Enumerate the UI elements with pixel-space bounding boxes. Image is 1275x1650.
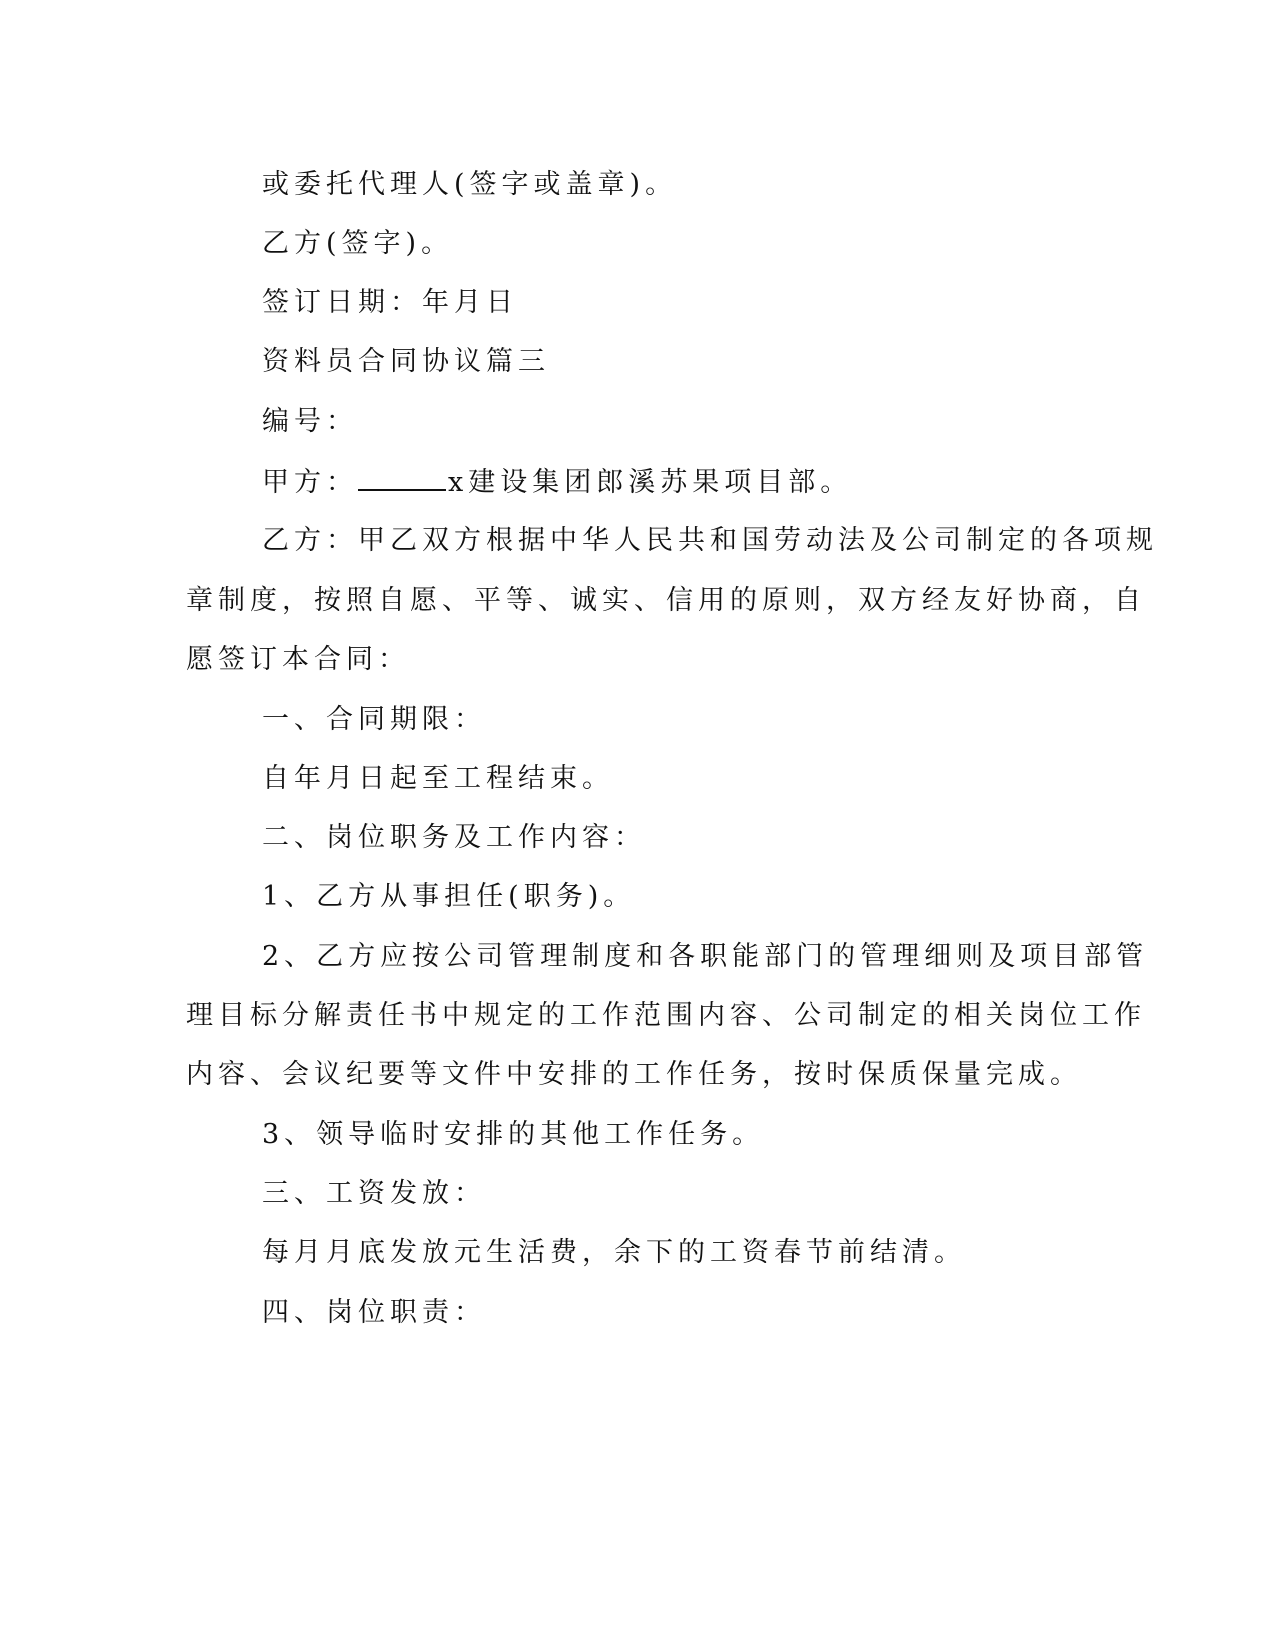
party-a-value: x建设集团郎溪苏果项目部。 xyxy=(448,467,853,498)
heading-line: 资料员合同协议篇三 xyxy=(262,346,550,377)
text-line: 乙方：甲乙双方根据中华人民共和国劳动法及公司制定的各项规 xyxy=(262,525,1158,556)
text-line: 愿签订本合同： xyxy=(186,644,410,675)
section-heading: 三、工资发放： xyxy=(262,1178,486,1209)
text-line: 理目标分解责任书中规定的工作范围内容、公司制定的相关岗位工作 xyxy=(186,1000,1146,1031)
text-line: 2、乙方应按公司管理制度和各职能部门的管理细则及项目部管 xyxy=(262,941,1149,972)
text-line: 或委托代理人(签字或盖章)。 xyxy=(262,169,678,200)
text-line: 每月月底发放元生活费，余下的工资春节前结清。 xyxy=(262,1237,966,1268)
text-line: 签订日期：年月日 xyxy=(262,287,518,318)
text-line: 1、乙方从事担任(职务)。 xyxy=(262,881,636,912)
party-a-line xyxy=(262,465,852,500)
text-line: 内容、会议纪要等文件中安排的工作任务，按时保质保量完成。 xyxy=(186,1059,1082,1090)
section-heading: 二、岗位职务及工作内容： xyxy=(262,822,646,853)
party-a-label: 甲方： xyxy=(262,467,358,498)
text-line: 3、领导临时安排的其他工作任务。 xyxy=(262,1119,765,1150)
text-line: 自年月日起至工程结束。 xyxy=(262,763,614,794)
section-heading: 四、岗位职责： xyxy=(262,1297,486,1328)
text-line: 乙方(签字)。 xyxy=(262,228,454,259)
text-line: 章制度，按照自愿、平等、诚实、信用的原则，双方经友好协商，自 xyxy=(186,585,1146,616)
text-line: 编号： xyxy=(262,406,358,437)
fill-in-blank xyxy=(358,465,446,491)
section-heading: 一、合同期限： xyxy=(262,704,486,735)
